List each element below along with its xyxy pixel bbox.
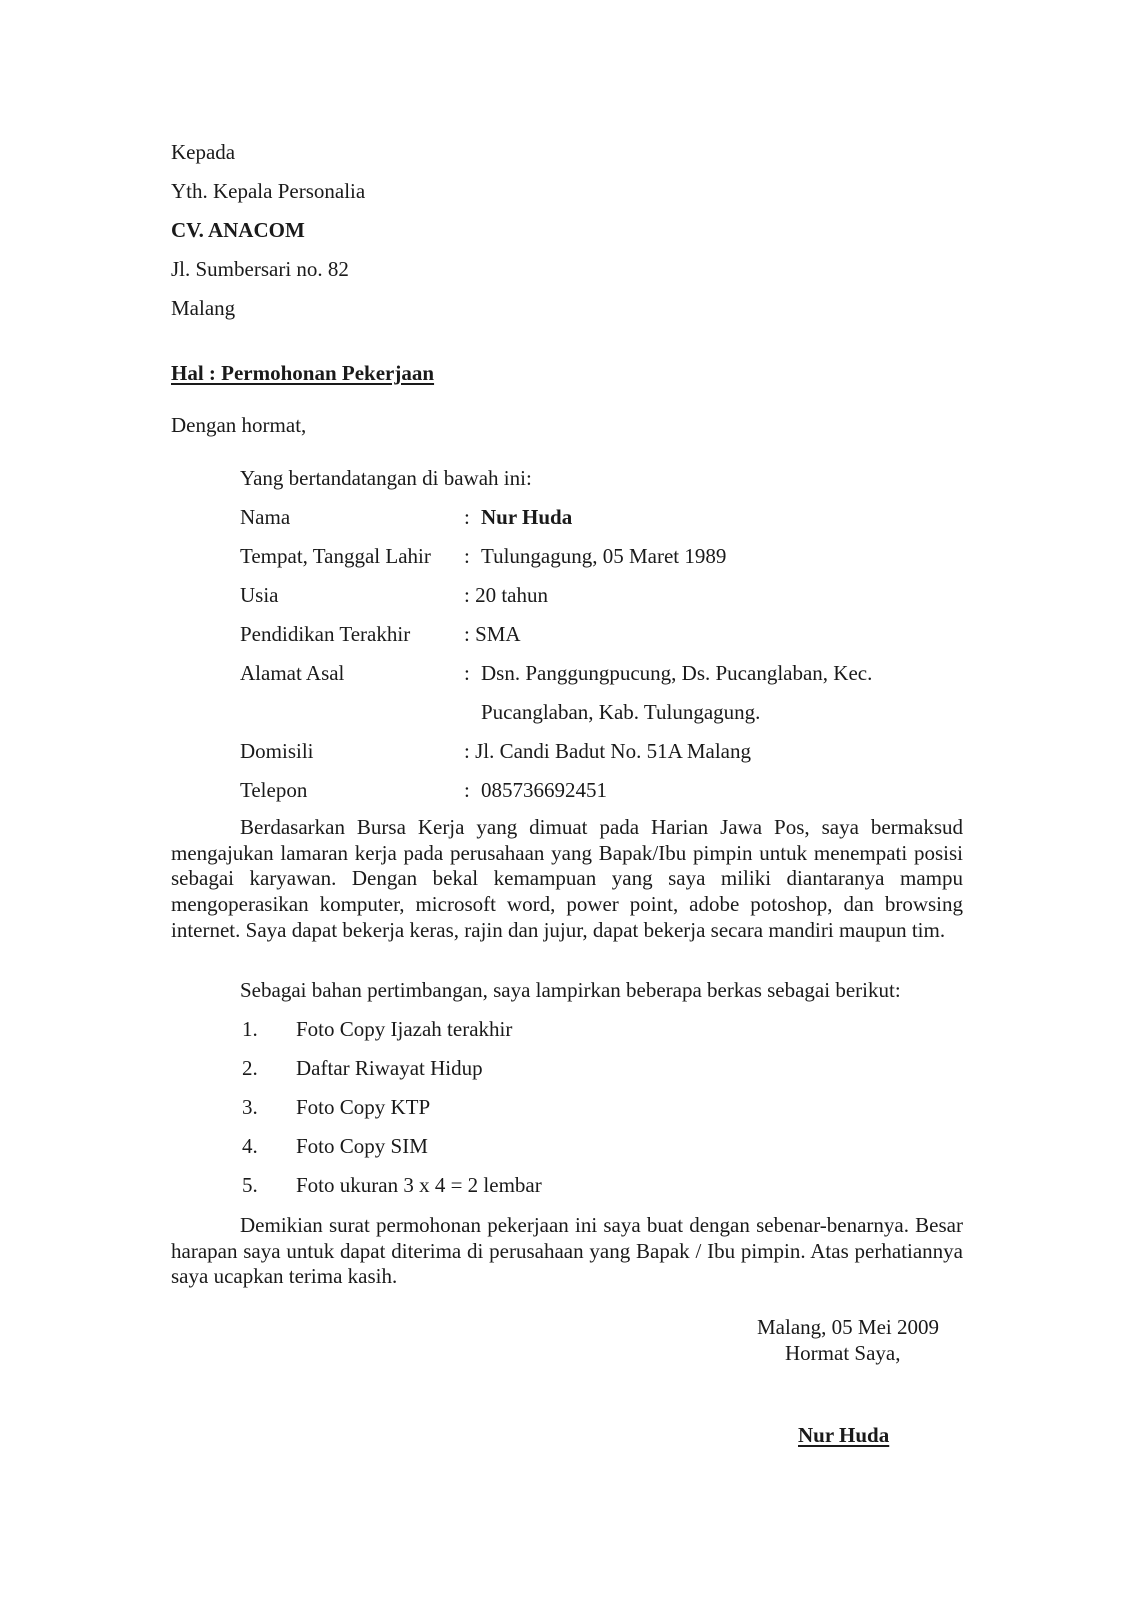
list-item: Foto Copy SIM bbox=[296, 1134, 428, 1158]
signature-regards: Hormat Saya, bbox=[785, 1341, 901, 1365]
field-separator: : bbox=[464, 505, 470, 529]
list-item-number: 2. bbox=[242, 1056, 258, 1080]
list-item-number: 4. bbox=[242, 1134, 258, 1158]
field-label-birth: Tempat, Tanggal Lahir bbox=[240, 544, 431, 568]
signature-place-date: Malang, 05 Mei 2009 bbox=[757, 1315, 939, 1339]
field-value-address-line2: Pucanglaban, Kab. Tulungagung. bbox=[481, 700, 761, 724]
list-item: Daftar Riwayat Hidup bbox=[296, 1056, 483, 1080]
recipient-city: Malang bbox=[171, 296, 236, 320]
field-value-birth: Tulungagung, 05 Maret 1989 bbox=[481, 544, 727, 568]
closing-paragraph-text: Demikian surat permohonan pekerjaan ini saya buat dengan sebenar-benarnya. Besar harapan saya untuk dapat diterima di perusahaan yang Bapak / Ibu pimpin. Atas perhatiannya saya ucapkan terima kasih. bbox=[171, 1213, 963, 1289]
field-label-address: Alamat Asal bbox=[240, 661, 345, 685]
field-label-phone: Telepon bbox=[240, 778, 308, 802]
field-value-phone: 085736692451 bbox=[481, 778, 607, 802]
list-item: Foto Copy Ijazah terakhir bbox=[296, 1017, 513, 1041]
list-item-number: 1. bbox=[242, 1017, 258, 1041]
subject-line: Hal : Permohonan Pekerjaan bbox=[171, 361, 435, 385]
body-paragraph-1 bbox=[171, 815, 963, 944]
field-label-name: Nama bbox=[240, 505, 291, 529]
field-label-age: Usia bbox=[240, 583, 279, 607]
field-separator: : bbox=[464, 778, 470, 802]
recipient-company: CV. ANACOM bbox=[171, 218, 305, 242]
field-value-age: : 20 tahun bbox=[464, 583, 548, 607]
field-value-education: : SMA bbox=[464, 622, 521, 646]
recipient-to: Kepada bbox=[171, 140, 236, 164]
list-item-number: 3. bbox=[242, 1095, 258, 1119]
field-value-address-line1: Dsn. Panggungpucung, Ds. Pucanglaban, Kec. bbox=[481, 661, 873, 685]
salutation: Dengan hormat, bbox=[171, 413, 307, 437]
recipient-street: Jl. Sumbersari no. 82 bbox=[171, 257, 349, 281]
body-paragraph-1-text: Berdasarkan Bursa Kerja yang dimuat pada Harian Jawa Pos, saya bermaksud mengajukan lamaran kerja pada perusahaan yang Bapak/Ibu pimpin untuk menempati posisi sebagai karyawan. Dengan bekal kemampuan yang saya miliki diantaranya mampu mengoperasikan komputer, microsoft word, power point, adobe potoshop, dan browsing internet. Saya dapat bekerja keras, rajin dan jujur, dapat bekerja secara mandiri maupun tim. bbox=[171, 815, 963, 942]
list-item: Foto ukuran 3 x 4 = 2 lembar bbox=[296, 1173, 542, 1197]
intro-line: Yang bertandatangan di bawah ini: bbox=[240, 466, 532, 490]
field-value-name: Nur Huda bbox=[481, 505, 573, 529]
field-separator: : bbox=[464, 661, 470, 685]
list-item: Foto Copy KTP bbox=[296, 1095, 431, 1119]
attachments-intro: Sebagai bahan pertimbangan, saya lampirkan beberapa berkas sebagai berikut: bbox=[240, 978, 901, 1002]
list-item-number: 5. bbox=[242, 1173, 258, 1197]
recipient-title: Yth. Kepala Personalia bbox=[171, 179, 366, 203]
field-label-education: Pendidikan Terakhir bbox=[240, 622, 411, 646]
closing-paragraph bbox=[171, 1213, 963, 1290]
field-label-domicile: Domisili bbox=[240, 739, 314, 763]
signature-name: Nur Huda bbox=[798, 1423, 890, 1447]
field-value-domicile: : Jl. Candi Badut No. 51A Malang bbox=[464, 739, 751, 763]
field-separator: : bbox=[464, 544, 470, 568]
